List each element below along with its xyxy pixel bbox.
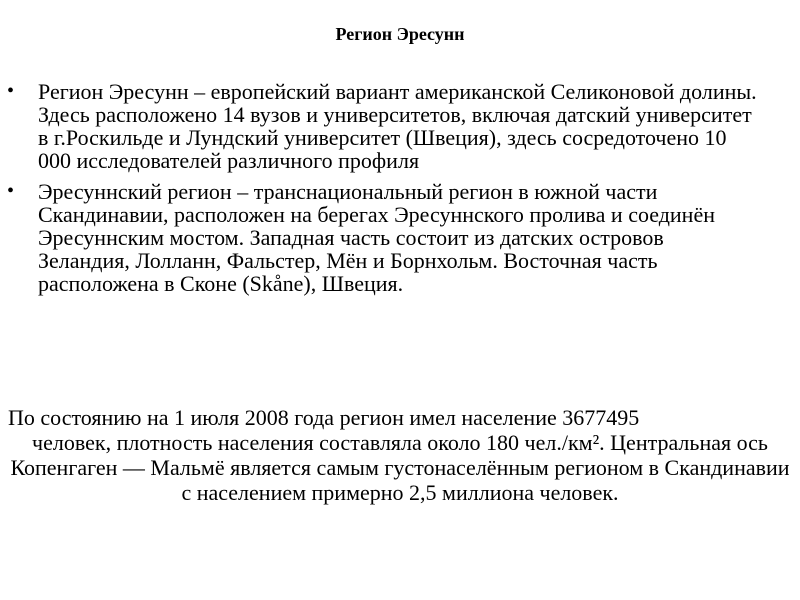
bullet-item [0, 180, 800, 295]
population-paragraph [8, 405, 792, 505]
slide-title: Регион Эресунн [335, 24, 465, 44]
bullet-text: Регион Эресунн – европейский вариант американской Селиконовой долины. Здесь расположено 14 вузов и университетов, включая датский университет в г.Роскильде и Лундский университет (Швеция), здесь сосредоточено 10 000 исследователей различного профиля [38, 79, 757, 173]
bullet-text: Эресуннский регион – транснациональный регион в южной части Скандинавии, расположен на берегах Эресуннского пролива и соединён Эресуннским мостом. Западная часть состоит из датских островов Зеландия, Лолланн, Фальстер, Мён и Борнхольм. Восточная часть расположена в Сконе (Skåne), Швеция. [38, 179, 715, 296]
paragraph-body: человек, плотность населения составляла около 180 чел./км². Центральная ось Копенгаген — Мальмё является самым густонаселённым регионом в Скандинавии с населением примерно 2,5 миллиона человек. [10, 430, 790, 505]
bullet-marker: • [7, 180, 15, 202]
bullet-list [0, 80, 800, 303]
paragraph-first-line: По состоянию на 1 июля 2008 года регион имел население 3677495 [8, 405, 640, 430]
bullet-marker: • [7, 80, 15, 102]
bullet-item [0, 80, 800, 172]
